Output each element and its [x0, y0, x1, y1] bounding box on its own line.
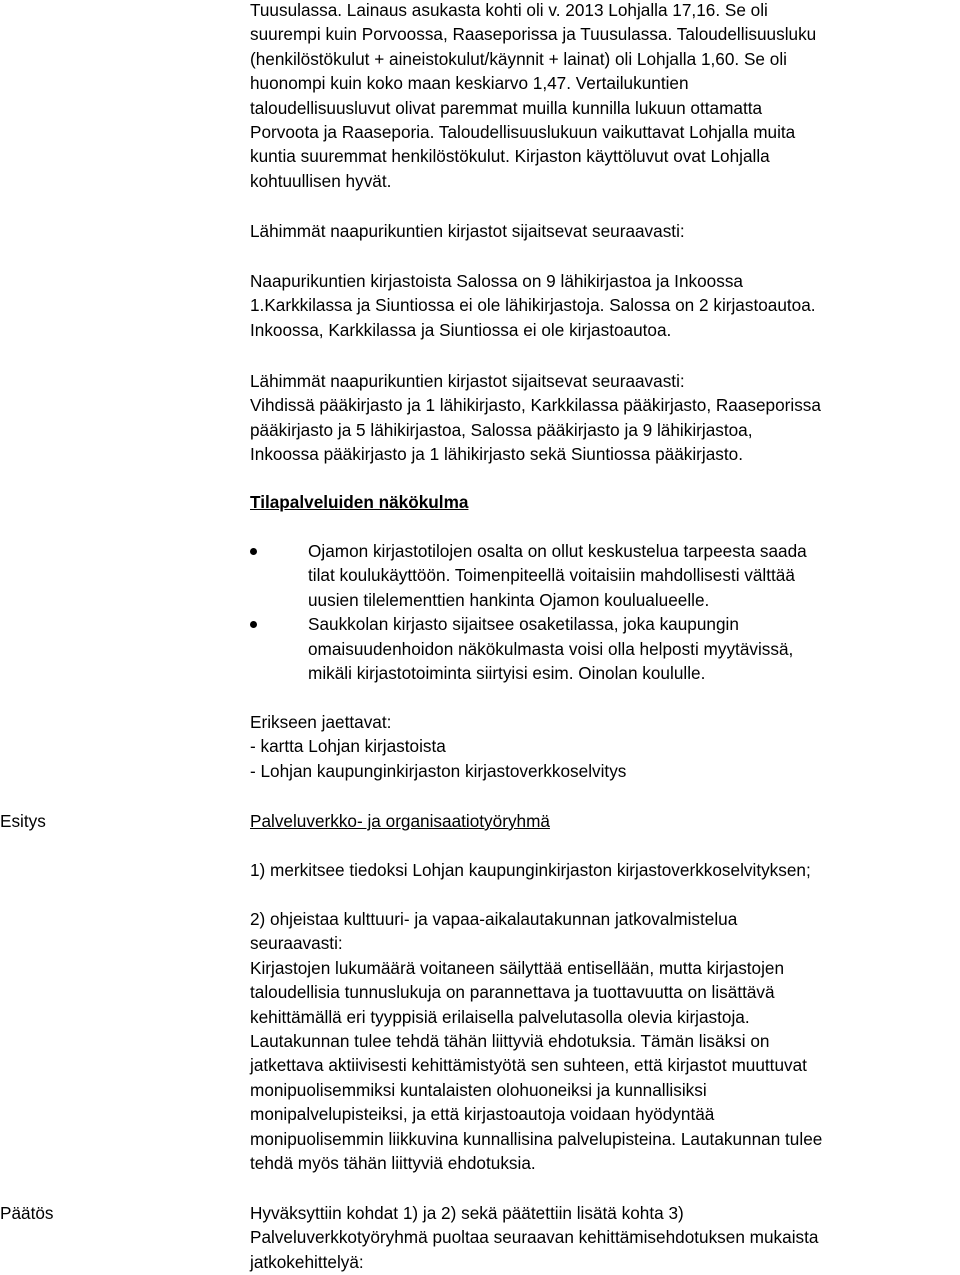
text-line: 2) ohjeistaa kulttuuri- ja vapaa-aikalautakunnan jatkovalmistelua — [250, 909, 738, 929]
proposal-heading — [250, 809, 960, 833]
text-line: Palveluverkkotyöryhmä puoltaa seuraavan kehittämisehdotuksen mukaista — [250, 1227, 819, 1248]
text-line: omaisuudenhoidon näkökulmasta voisi olla helposti myytävissä, — [308, 638, 794, 659]
proposal-label: Esitys — [0, 811, 46, 831]
text-line: pääkirjasto ja 5 lähikirjastoa, Salossa pääkirjasto ja 9 lähikirjastoa, — [250, 419, 753, 440]
bullet-icon — [250, 621, 257, 628]
text-line: Inkoossa pääkirjasto ja 1 lähikirjasto sekä Siuntiossa pääkirjasto. — [250, 444, 743, 465]
section-heading: Tilapalveluiden näkökulma — [250, 492, 469, 512]
text-line: Naapurikuntien kirjastoista Salossa on 9 lähikirjastoa ja Inkoossa — [250, 271, 743, 291]
text-line: Inkoossa, Karkkilassa ja Siuntiossa ei ole kirjastoautoa. — [250, 319, 672, 340]
text-line: Lähimmät naapurikuntien kirjastot sijaitsevat seuraavasti: — [250, 371, 685, 391]
list-item — [250, 612, 960, 685]
neighbors-heading-1 — [250, 219, 960, 243]
text-line: jatkokehittelyä: — [250, 1251, 364, 1272]
text-line: Kirjastojen lukumäärä voitaneen säilyttää entisellään, mutta kirjastojen — [250, 957, 785, 978]
list-item — [250, 539, 960, 612]
decision-paragraph — [250, 1201, 960, 1274]
text-line: Ojamon kirjastotilojen osalta on ollut keskustelua tarpeesta saada — [308, 541, 807, 561]
proposal-point-2 — [250, 907, 960, 1175]
text-line: taloudellisia tunnuslukuja on parannettava ja tuottavuutta on lisättävä — [250, 982, 775, 1003]
text-line: Lähimmät naapurikuntien kirjastot sijaitsevat seuraavasti: — [250, 221, 685, 241]
text-line: 1) merkitsee tiedoksi Lohjan kaupunginkirjaston kirjastoverkkoselvityksen; — [250, 860, 811, 880]
bullet-icon — [250, 548, 257, 555]
text-line: huonompi kuin koko maan keskiarvo 1,47. Vertailukuntien — [250, 73, 689, 94]
text-line: mikäli kirjastotoiminta siirtyisi esim. Oinolan koululle. — [308, 663, 706, 684]
text-line: monipuolisemmiksi kuntalaisten olohuoneiksi ja kunnallisiksi — [250, 1079, 707, 1100]
text-line: kehittämällä eri tyyppisiä erilaisella palvelutasolla olevia kirjastoja. — [250, 1006, 750, 1027]
text-line: monipuolisemmin liikkuvina kunnallisina palvelupisteina. Lautakunnan tulee — [250, 1128, 823, 1149]
text-line: seuraavasti: — [250, 933, 343, 954]
text-line: kohtuullisen hyvät. — [250, 170, 392, 191]
text-line: Tuusulassa. Lainaus asukasta kohti oli v. 2013 Lohjalla 17,16. Se oli — [250, 0, 768, 20]
text-line: Saukkolan kirjasto sijaitsee osaketilassa, joka kaupungin — [308, 614, 739, 635]
attachment-item: - Lohjan kaupunginkirjaston kirjastoverkkoselvitys — [250, 760, 627, 781]
neighbors-paragraph-2 — [250, 369, 960, 467]
text-line: tehdä myös tähän liittyviä ehdotuksia. — [250, 1153, 536, 1174]
text-line: 1.Karkkilassa ja Siuntiossa ei ole lähikirjastoja. Salossa on 2 kirjastoautoa. — [250, 295, 816, 316]
text-line: monipalvelupisteiksi, ja että kirjastoautoja voidaan hyödyntää — [250, 1104, 715, 1125]
text-line: tilat koulukäyttöön. Toimenpiteellä voitaisiin mahdollisesti välttää — [308, 565, 795, 586]
text-line: kuntia suuremmat henkilöstökulut. Kirjaston käyttöluvut ovat Lohjalla — [250, 146, 770, 167]
text-line: Vihdissä pääkirjasto ja 1 lähikirjasto, Karkkilassa pääkirjasto, Raaseporissa — [250, 395, 821, 416]
text-line: taloudellisuusluvut olivat paremmat muilla kunnilla lukuun ottamatta — [250, 97, 763, 118]
text-line: (henkilöstökulut + aineistokulut/käynnit + lainat) oli Lohjalla 1,60. Se oli — [250, 48, 787, 69]
attachments-heading: Erikseen jaettavat: — [250, 712, 392, 732]
intro-paragraph — [250, 0, 960, 193]
decision-label: Päätös — [0, 1203, 54, 1223]
text-line: suurempi kuin Porvoossa, Raaseporissa ja Tuusulassa. Taloudellisuusluku — [250, 24, 817, 45]
proposal-point-1 — [250, 858, 960, 882]
text-line: Porvoota ja Raaseporia. Taloudellisuuslukuun vaikuttavat Lohjalla muita — [250, 122, 796, 143]
facilities-heading — [250, 490, 960, 514]
text-line: jatkettava aktiivisesti kehittämistyötä sen suhteen, että kirjastot muuttuvat — [250, 1055, 807, 1076]
text-line: Lautakunnan tulee tehdä tähän liittyviä ehdotuksia. Tämän lisäksi on — [250, 1031, 770, 1052]
neighbors-paragraph-1 — [250, 269, 960, 342]
attachment-item: - kartta Lohjan kirjastoista — [250, 736, 446, 757]
text-line: uusien tilelementtien hankinta Ojamon koulualueelle. — [308, 589, 710, 610]
committee-name: Palveluverkko- ja organisaatiotyöryhmä — [250, 811, 550, 831]
attachments-section — [250, 710, 960, 783]
text-line: Hyväksyttiin kohdat 1) ja 2) sekä päätettiin lisätä kohta 3) — [250, 1203, 684, 1223]
facilities-bullet-list — [250, 539, 960, 685]
